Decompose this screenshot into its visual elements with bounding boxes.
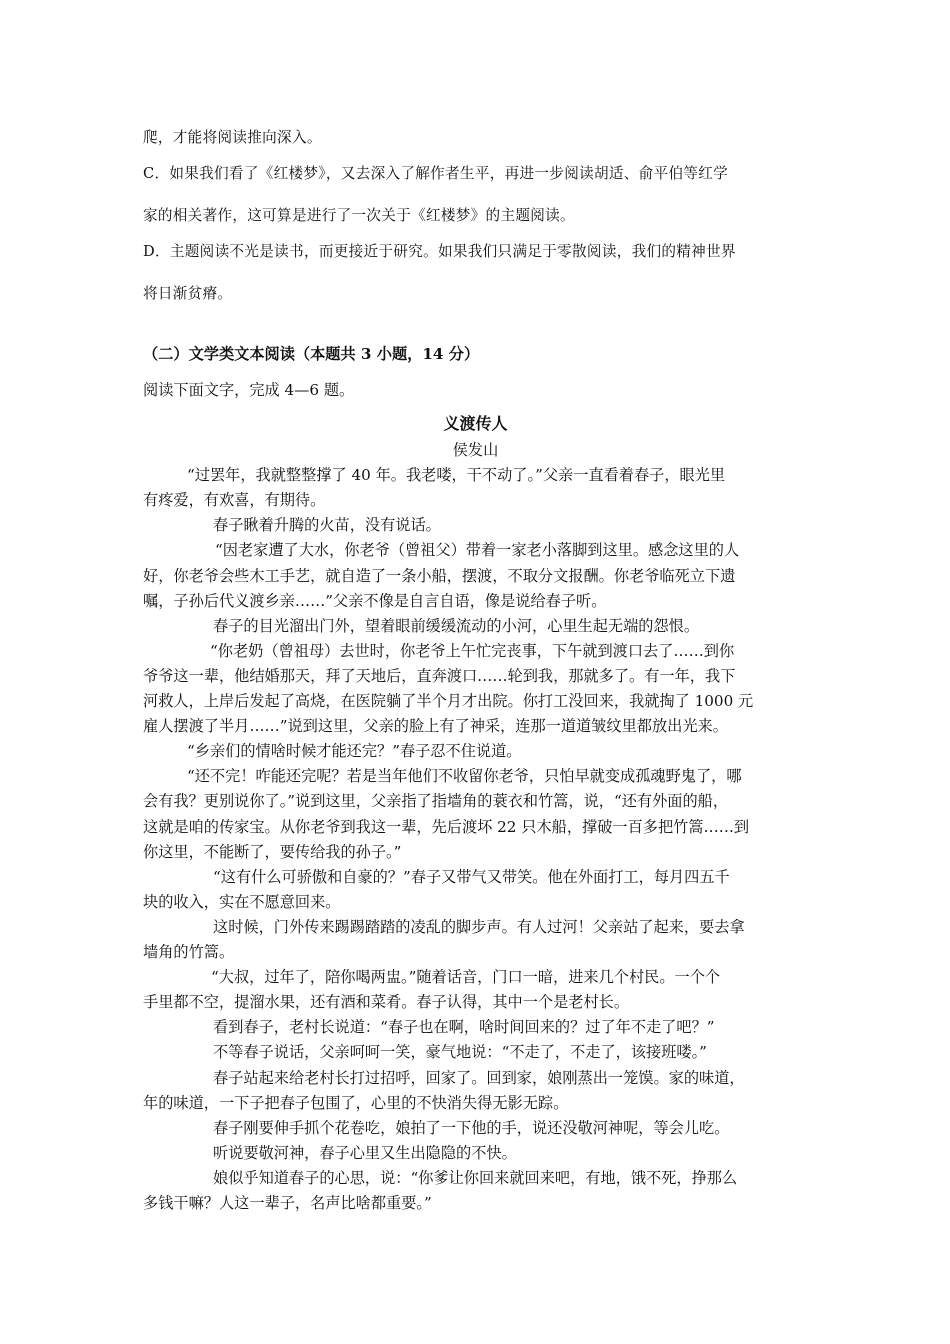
story-line: 块的收入，实在不愿意回来。: [143, 893, 341, 911]
option-d-line-1: D．主题阅读不光是读书，而更接近于研究。如果我们只满足于零散阅读，我们的精神世界: [143, 243, 736, 260]
story-line: 听说要敬河神，春子心里又生出隐隐的不快。: [213, 1144, 517, 1162]
option-c-line-1: C．如果我们看了《红楼梦》，又去深入了解作者生平，再进一步阅读胡适、俞平伯等红学: [143, 165, 729, 182]
section-instruction: 阅读下面文字，完成 4—6 题。: [143, 381, 355, 399]
story-line: 看到春子，老村长说道：“春子也在啊，啥时间回来的？过了年不走了吧？”: [213, 1018, 715, 1036]
story-line: 有疼爱，有欢喜，有期待。: [143, 491, 326, 509]
section-heading: （二）文学类文本阅读（本题共 3 小题，14 分）: [143, 345, 480, 363]
story-author: 侯发山: [452, 441, 499, 459]
story-line: “还不完！咋能还完呢？若是当年他们不收留你老爷，只怕早就变成孤魂野鬼了，哪: [187, 767, 742, 785]
story-line: “这有什么可骄傲和自豪的？”春子又带气又带笑。他在外面打工，每月四五千: [213, 868, 730, 886]
story-line: 这就是咱的传家宝。从你老爷到我这一辈，先后渡坏 22 只木船，撑破一百多把竹篙……到: [143, 818, 750, 836]
story-line: “大叔，过年了，陪你喝两盅。”随着话音，门口一暗，进来几个村民。一个个: [211, 968, 721, 986]
story-line: 雇人摆渡了半月……”说到这里，父亲的脸上有了神采，连那一道道皱纹里都放出光来。: [143, 717, 728, 735]
story-line: 娘似乎知道春子的心思，说：“你爹让你回来就回来吧，有地，饿不死，挣那么: [213, 1169, 738, 1187]
story-line: 这时候，门外传来踢踢踏踏的凌乱的脚步声。有人过河！父亲站了起来，要去拿: [213, 918, 745, 936]
story-line: 好，你老爷会些木工手艺，就自造了一条小船，摆渡，不取分文报酬。你老爷临死立下遗: [143, 567, 736, 585]
story-line: “乡亲们的情啥时候才能还完？”春子忍不住说道。: [187, 742, 522, 760]
story-line: “因老家遭了大水，你老爷（曾祖父）带着一家老小落脚到这里。感念这里的人: [215, 541, 740, 559]
story-line: 会有我？更别说你了。”说到这里，父亲指了指墙角的蓑衣和竹篙，说，“还有外面的船，: [143, 792, 729, 810]
story-line: 你这里，不能断了，要传给我的孙子。”: [143, 843, 402, 861]
story-line: 手里都不空，提溜水果，还有酒和菜肴。春子认得，其中一个是老村长。: [143, 993, 629, 1011]
story-line: “你老奶（曾祖母）去世时，你老爷上午忙完丧事，下午就到渡口去了……到你: [210, 642, 735, 660]
story-line: 春子的目光溜出门外，望着眼前缓缓流动的小河，心里生起无端的怨恨。: [213, 617, 699, 635]
story-line: 春子瞅着升腾的火苗，没有说话。: [213, 516, 441, 534]
story-line: 爷爷这一辈，他结婚那天，拜了天地后，直奔渡口……轮到我，那就多了。有一年，我下: [143, 667, 736, 685]
story-line: “过罢年，我就整整撑了 40 年。我老喽，干不动了。”父亲一直看着春子，眼光里: [187, 466, 726, 484]
option-d-line-2: 将日渐贫瘠。: [143, 285, 233, 302]
story-line: 春子站起来给老村长打过招呼，回家了。回到家，娘刚蒸出一笼馍。家的味道，: [213, 1069, 745, 1087]
story-line: 春子刚要伸手抓个花卷吃，娘拍了一下他的手，说还没敬河神呢，等会儿吃。: [213, 1119, 730, 1137]
story-line: 墙角的竹篙。: [143, 943, 235, 961]
option-c-line-2: 家的相关著作，这可算是进行了一次关于《红楼梦》的主题阅读。: [143, 207, 575, 224]
story-title: 义渡传人: [443, 414, 508, 433]
story-line: 河救人，上岸后发起了高烧，在医院躺了半个月才出院。你打工没回来，我就掏了 1000 元: [143, 692, 754, 710]
story-line: 不等春子说话，父亲呵呵一笑，豪气地说：“不走了，不走了，该接班喽。”: [213, 1043, 707, 1061]
story-line: 多钱干嘛？人这一辈子，名声比啥都重要。”: [143, 1194, 432, 1212]
story-line: 嘱，子孙后代义渡乡亲……”父亲不像是自言自语，像是说给春子听。: [143, 592, 607, 610]
option-b-continuation: 爬，才能将阅读推向深入。: [143, 129, 322, 146]
story-line: 年的味道，一下子把春子包围了，心里的不快消失得无影无踪。: [143, 1094, 569, 1112]
